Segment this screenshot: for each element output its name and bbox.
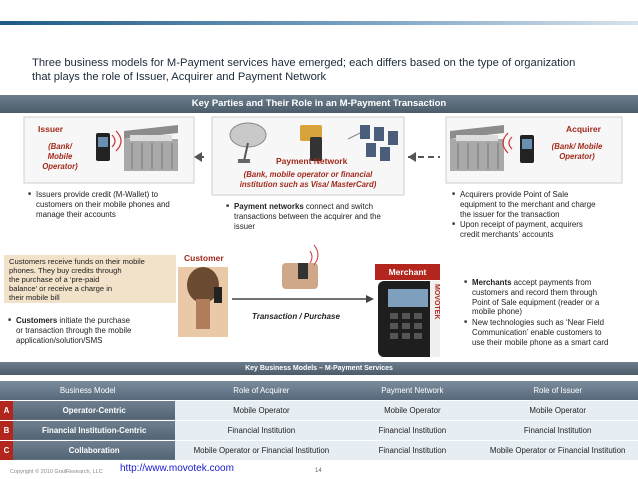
header-role-of-issuer: Role of Issuer	[477, 381, 638, 400]
network-bullet-line: connect and switch	[303, 202, 374, 211]
row-network: Financial Institution	[347, 420, 477, 440]
network-bullets	[226, 202, 406, 232]
customer-funds-note	[4, 255, 176, 303]
models-header-row	[0, 381, 638, 400]
row-letter: B	[0, 420, 13, 440]
issuer-subtitle	[30, 142, 90, 172]
merchant-bullet-line: Communication’ enable customers to	[472, 327, 602, 337]
issuer-bullet-line: ■ Issuers provide credit (M-Wallet) to	[36, 190, 159, 199]
merchant-bullet	[464, 318, 634, 347]
customer-bullet-line: initiate the purchase	[57, 316, 131, 325]
customer-bullet	[8, 316, 180, 345]
page-number: 14	[315, 468, 322, 474]
merchant-bullet-line: mobile phone)	[472, 307, 523, 317]
transaction-arrow	[232, 295, 374, 303]
intro-line-2: that plays the role of Issuer, Acquirer and Payment Network	[32, 71, 327, 83]
network-subtitle	[214, 170, 402, 190]
merchant-bullet-line: accept payments from	[511, 278, 592, 287]
row-issuer: Financial Institution	[477, 420, 638, 440]
network-bullet-line: issuer	[234, 221, 256, 231]
row-letter: C	[0, 440, 13, 460]
top-accent-line	[0, 21, 638, 25]
customer-title: Customer	[184, 253, 224, 263]
acquirer-bullets	[452, 190, 632, 241]
issuer-sub-line: (Bank/	[48, 142, 72, 151]
row-network: Financial Institution	[347, 440, 477, 460]
acquirer-sub-line: (Bank/ Mobile	[551, 142, 603, 151]
customer-bullet-line: application/solution/SMS	[16, 335, 103, 345]
acquirer-bullet-line: ■ Upon receipt of payment, acquirers	[460, 220, 583, 230]
row-model: Operator-Centric	[13, 400, 175, 420]
website-link[interactable]: http://www.movotek.coom	[120, 463, 234, 474]
header-payment-network: Payment Network	[347, 381, 477, 400]
acquirer-bullet-line: the issuer for the transaction	[460, 209, 560, 219]
acquirer-bullet-line: equipment to the merchant and charge	[460, 199, 596, 209]
customer-bullet-bold: Customers	[16, 316, 58, 325]
acquirer-bullet-line: ■ Acquirers provide Point of Sale	[460, 190, 569, 199]
issuer-bullet	[28, 190, 203, 219]
customer-note-line: balance’ or receive a charge in	[9, 284, 113, 293]
merchant-bullet	[464, 278, 634, 317]
customer-note-line: the purchase of a ‘pre-paid	[9, 275, 100, 284]
issuer-bullets	[28, 190, 203, 220]
issuer-bank-icon	[124, 125, 178, 171]
merchant-bullet-line: use their mobile phone as a smart card	[472, 337, 609, 347]
acquirer-title: Acquirer	[566, 124, 601, 134]
network-sub-line: (Bank, mobile operator or financial	[243, 170, 373, 179]
row-issuer: Mobile Operator	[477, 400, 638, 420]
customer-note-line: Customers receive funds on their mobile	[9, 257, 145, 266]
acquirer-bullet	[452, 220, 632, 240]
header-business-model: Business Model	[0, 381, 175, 400]
intro-text	[32, 56, 632, 84]
issuer-bullet-line: manage their accounts	[36, 209, 116, 219]
row-model: Financial Institution-Centric	[13, 420, 175, 440]
merchant-title: Merchant	[375, 264, 440, 280]
acquirer-bank-icon	[450, 125, 504, 171]
merchant-brand: MOVOTEK	[433, 284, 440, 320]
issuer-network-arrow	[194, 152, 208, 162]
customer-note-line: phones. They buy credits through	[9, 266, 122, 275]
merchant-bullet-bold: Merchants	[472, 278, 512, 287]
merchant-bullet-line: customers and record them through	[472, 287, 597, 297]
top-band	[0, 0, 638, 22]
table-row	[0, 400, 638, 420]
models-title: Key Business Models – M-Payment Services	[0, 362, 638, 375]
merchant-bullets	[464, 278, 634, 349]
row-acquirer: Financial Institution	[175, 420, 347, 440]
row-model: Collaboration	[13, 440, 175, 460]
merchant-bullet-line: ■ New technologies such as ‘Near Field	[472, 318, 605, 328]
diagram-title: Key Parties and Their Role in an M-Payment Transaction	[0, 95, 638, 113]
transaction-label: Transaction / Purchase	[252, 312, 340, 321]
network-bullet	[226, 202, 406, 231]
acquirer-subtitle	[540, 142, 614, 162]
network-bullet-line: transactions between the acquirer and the	[234, 211, 381, 221]
issuer-bullet-line: customers on their mobile phones and	[36, 199, 170, 209]
hand-phone-icon	[282, 245, 318, 289]
intro-line-1: Three business models for M-Payment services have emerged; each differs based on the type of organization	[32, 57, 576, 69]
row-network: Mobile Operator	[347, 400, 477, 420]
merchant-bullet-line: Point of Sale equipment (reader or a	[472, 297, 600, 307]
network-title: Payment Network	[276, 156, 348, 166]
models-table	[0, 381, 638, 461]
table-row	[0, 420, 638, 440]
row-issuer: Mobile Operator or Financial Institution	[477, 440, 638, 460]
network-bullet-bold: Payment networks	[234, 202, 304, 211]
acquirer-bullet	[452, 190, 632, 219]
table-row	[0, 440, 638, 460]
network-sub-line: institution such as Visa/ MasterCard)	[239, 180, 377, 189]
row-letter: A	[0, 400, 13, 420]
customer-note-line: their mobile bill	[9, 293, 60, 302]
issuer-title: Issuer	[38, 124, 64, 134]
row-acquirer: Mobile Operator	[175, 400, 347, 420]
row-acquirer: Mobile Operator or Financial Institution	[175, 440, 347, 460]
customer-photo	[178, 267, 228, 337]
header-role-of-acquirer: Role of Acquirer	[175, 381, 347, 400]
issuer-sub-line: Operator)	[42, 162, 78, 171]
customer-bullets	[8, 316, 180, 346]
copyright-text: Copyright © 2010 GrailResearch, LLC	[10, 469, 103, 475]
network-acquirer-arrow	[408, 152, 440, 162]
acquirer-sub-line: Operator)	[559, 152, 595, 161]
customer-bullet-line: or transaction through the mobile	[16, 325, 132, 335]
acquirer-bullet-line: credit merchants’ accounts	[460, 230, 554, 240]
issuer-sub-line: Mobile	[47, 152, 73, 161]
